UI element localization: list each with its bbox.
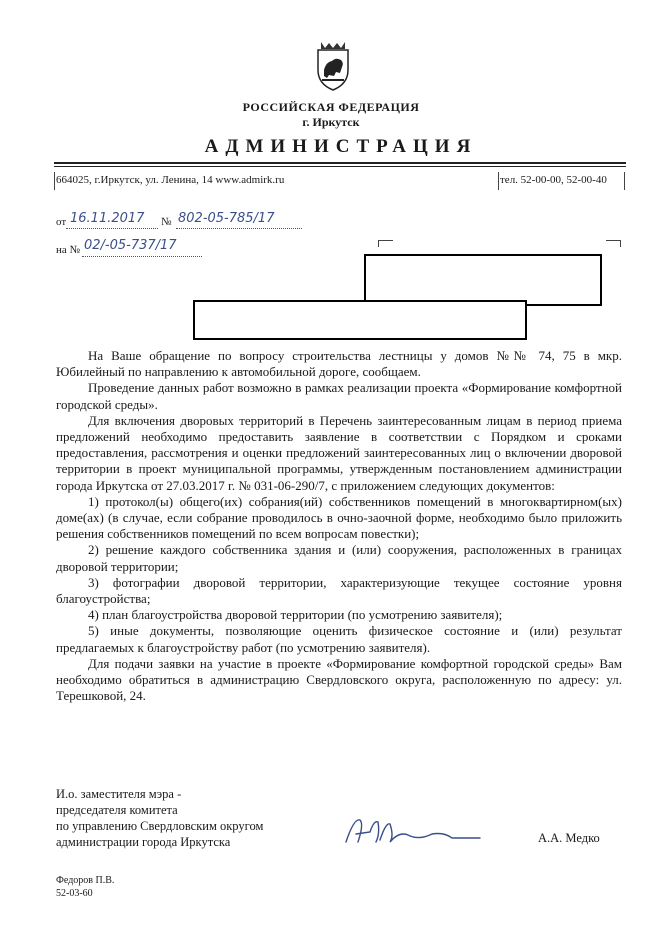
country-heading: РОССИЙСКАЯ ФЕДЕРАЦИЯ [242,100,420,114]
coat-of-arms-emblem [314,40,352,92]
address-line: 664025, г.Иркутск, ул. Ленина, 14 www.admirk.ru [56,174,285,186]
out-no-underline [176,228,302,229]
body-list-item: 5) иные документы, позволяющие оценить физическое состояние и (или) результат предлагаемых к благоустройству работ (по усмотрению заявителя). [56,623,622,655]
body-paragraph: Для включения дворовых территорий в Перечень заинтересованным лицам в период приема предложений необходимо предоставить заявление в соответствии с Порядком и сроками предоставления, рассмотрения и оценки предложений заинтересованных лиц о включении дворовой территории в проект муниципальной программы, утвержденным постановлением администрации города Иркутска от 27.03.2017 г. № 031-06-290/7, с приложением следующих документов: [56,412,622,493]
out-no-handwritten: 802-05-785/17 [178,211,275,226]
city-heading: г. Иркутск [302,115,360,129]
body-paragraph: Для подачи заявки на участие в проекте «Формирование комфортной городской среды» Вам необходимо обратиться в администрацию Свердловского округа, расположенную по адресу: ул. Терешковой, 24. [56,655,622,704]
body-list-item: 3) фотографии дворовой территории, характеризующие текущее состояние уровня благоустройства; [56,574,622,607]
executor-name: Федоров П.В. [56,875,115,886]
bracket-right [619,172,625,190]
handwritten-signature [340,812,490,852]
signatory-title-line: по управлению Свердловским округом [56,819,264,833]
signatory-title-line: И.о. заместителя мэра - [56,787,182,801]
in-no-label: на № [56,244,81,256]
body-paragraph: Проведение данных работ возможно в рамках реализации проекта «Формирование комфортной городской среды». [56,380,622,412]
signatory-title-line: администрации города Иркутска [56,835,231,849]
executor-block [56,874,114,900]
body-list-item: 2) решение каждого собственника здания и (или) сооружения, расположенных в границах дворовой территории; [56,542,622,574]
addressee-corner-left [378,240,393,247]
header-rule-thin [54,166,626,167]
redaction-box [193,300,527,340]
signatory-title-line: председателя комитета [56,803,178,817]
phone-line: тел. 52-00-00, 52-00-40 [500,174,607,186]
date-underline [66,228,158,229]
out-no-label: № [161,216,172,228]
signatory-title [56,786,263,850]
date-label: от [56,216,67,228]
body-list-item: 4) план благоустройства дворовой территории (по усмотрению заявителя); [88,607,503,623]
date-handwritten: 16.11.2017 [70,211,145,226]
letter-body [56,348,622,704]
body-paragraph: На Ваше обращение по вопросу строительства лестницы у домов №№ 74, 75 в мкр. Юбилейный по направлению к автомобильной дороге, сообщаем. [56,348,622,380]
addressee-corner-right [606,240,621,247]
body-list-item: 1) протокол(ы) общего(их) собрания(ий) собственников помещений в многоквартирном(ых) доме(ах) (в случае, если собрание проводилось в очно-заочной форме, необходимо было приложить решения собственников помещений по всем вопросам повестки); [56,493,622,542]
redaction-box [364,254,602,306]
executor-phone: 52-03-60 [56,888,93,899]
header-rule [54,162,626,164]
org-title: АДМИНИСТРАЦИЯ [204,136,478,157]
signatory-name: А.А. Медко [538,831,600,845]
in-no-underline [82,256,202,257]
in-no-handwritten: 02/-05-737/17 [84,238,177,253]
